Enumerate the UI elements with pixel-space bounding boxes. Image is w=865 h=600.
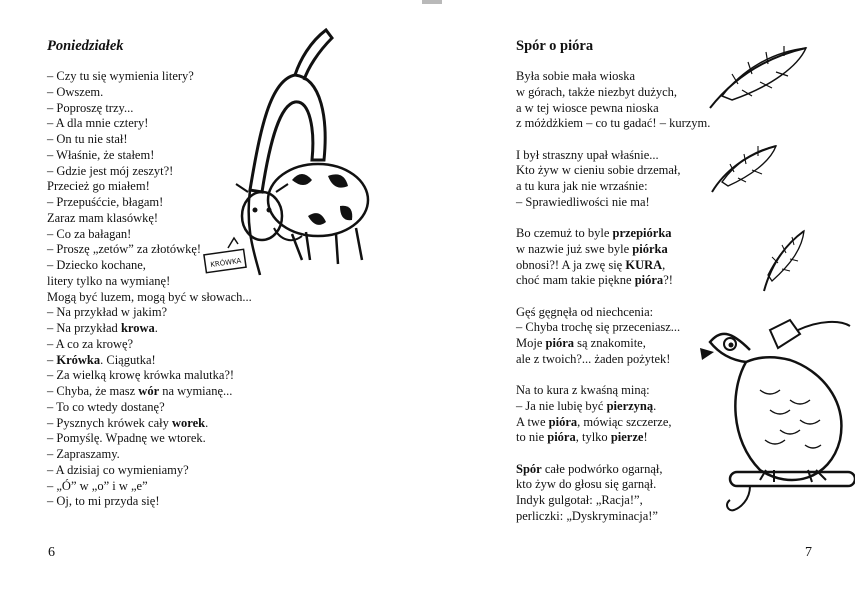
line-text: , tylko bbox=[575, 430, 611, 445]
line-text: Bo czemuż to byle bbox=[516, 226, 613, 240]
poem-line bbox=[516, 509, 710, 525]
poem-line bbox=[47, 494, 252, 510]
poem-line bbox=[516, 430, 710, 446]
bold-word: Spór bbox=[516, 461, 542, 476]
line-text: – Ja nie lubię być bbox=[516, 398, 607, 413]
bold-word: pierzyną bbox=[606, 398, 654, 413]
poem-line bbox=[516, 320, 710, 336]
line-text: – Owszem. bbox=[47, 84, 104, 99]
line-text: – Czy tu się wymienia litery? bbox=[47, 69, 194, 83]
poem-line bbox=[47, 463, 252, 479]
right-page-title: Spór o pióra bbox=[516, 38, 594, 54]
right-page bbox=[432, 0, 865, 600]
svg-text:KRÓWKA: KRÓWKA bbox=[209, 256, 242, 270]
line-text: kto żyw do głosu się garnął. bbox=[516, 477, 657, 492]
line-text: litery tylko na wymianę! bbox=[47, 273, 171, 288]
line-text: a tu kura jak nie wrzaśnie: bbox=[516, 179, 648, 193]
line-text: – Co za bałagan! bbox=[47, 226, 132, 241]
poem-line bbox=[516, 305, 710, 321]
line-text: I był straszny upał właśnie... bbox=[516, 147, 659, 162]
line-text: Mogą być luzem, mogą być w słowach... bbox=[47, 289, 252, 304]
bold-word: worek bbox=[171, 415, 206, 430]
line-text: – Chyba, że masz bbox=[47, 384, 139, 398]
line-text: w nazwie już swe byle bbox=[516, 241, 633, 256]
line-text: , bbox=[662, 257, 666, 272]
bold-word: przepiórka bbox=[612, 226, 672, 240]
line-text: – Chyba trochę się przeceniasz... bbox=[516, 320, 681, 335]
line-text: – Właśnie, że stałem! bbox=[47, 147, 155, 162]
poem-stanza bbox=[516, 462, 710, 525]
line-text: – Proszę „zetów” za złotówkę! bbox=[47, 242, 202, 257]
poem-line bbox=[47, 384, 252, 400]
line-text: . bbox=[205, 415, 209, 430]
poem-line bbox=[47, 416, 252, 432]
line-text: – Na przykład bbox=[47, 321, 121, 335]
left-page bbox=[0, 0, 432, 600]
line-text: – On tu nie stał! bbox=[47, 132, 128, 146]
bold-word: Krówka bbox=[56, 352, 101, 367]
bold-word: pióra bbox=[545, 336, 574, 350]
feather-illustration-3 bbox=[752, 225, 812, 295]
poem-line bbox=[47, 290, 252, 306]
right-poem-stanzas bbox=[516, 69, 710, 540]
hen-illustration bbox=[690, 290, 855, 520]
poem-line bbox=[47, 321, 252, 337]
line-text: na wymianę... bbox=[159, 384, 233, 398]
left-page-number: 6 bbox=[48, 545, 55, 560]
line-text: . Ciągutka! bbox=[100, 352, 156, 367]
poem-line bbox=[47, 400, 252, 416]
left-page-title: Poniedziałek bbox=[47, 38, 124, 54]
bold-word: wór bbox=[138, 384, 160, 398]
line-text: Była sobie mała wioska bbox=[516, 69, 636, 83]
line-text: to nie bbox=[516, 430, 548, 445]
bold-word: krowa bbox=[120, 321, 155, 335]
poem-line bbox=[516, 116, 710, 132]
poem-line bbox=[516, 383, 710, 399]
poem-line bbox=[47, 368, 252, 384]
line-text: – Przepuśćcie, błagam! bbox=[47, 195, 164, 209]
poem-line bbox=[516, 258, 710, 274]
line-text: obnosi?! A ja zwę się bbox=[516, 257, 626, 272]
poem-line bbox=[47, 447, 252, 463]
feather-illustration-2 bbox=[702, 138, 782, 198]
line-text: – Zapraszamy. bbox=[47, 447, 120, 461]
line-text: , mówiąc szczerze, bbox=[577, 414, 672, 429]
bold-word: piórka bbox=[632, 241, 668, 256]
bold-word: pierze bbox=[610, 430, 644, 445]
line-text: A twe bbox=[516, 414, 549, 429]
line-text: Gęś gęgnęła od niechcenia: bbox=[516, 304, 654, 319]
line-text: Przecież go miałem! bbox=[47, 179, 150, 194]
line-text: perliczki: „Dyskryminacja!” bbox=[516, 508, 658, 523]
line-text: . bbox=[154, 321, 158, 335]
poem-line bbox=[516, 179, 710, 195]
line-text: – Dziecko kochane, bbox=[47, 258, 146, 272]
line-text: – „Ó” w „o” i w „e” bbox=[47, 478, 148, 493]
poem-line bbox=[47, 479, 252, 495]
line-text: ! bbox=[643, 430, 648, 445]
poem-line bbox=[516, 477, 710, 493]
cow-letter-illustration bbox=[200, 20, 395, 290]
poem-line bbox=[47, 431, 252, 447]
bold-word: KURA bbox=[625, 257, 663, 272]
line-text: całe podwórko ogarnął, bbox=[541, 461, 663, 476]
poem-line bbox=[516, 69, 710, 85]
line-text: Na to kura z kwaśną miną: bbox=[516, 383, 650, 397]
bold-word: pióra bbox=[634, 273, 664, 288]
line-text: ale z twoich?... żaden pożytek! bbox=[516, 351, 671, 366]
poem-line bbox=[516, 352, 710, 368]
poem-stanza bbox=[516, 148, 710, 211]
line-text: w górach, także niezbyt dużych, bbox=[516, 84, 678, 99]
poem-line bbox=[516, 399, 710, 415]
feather-illustration-1 bbox=[702, 40, 812, 115]
line-text: są znakomite, bbox=[574, 336, 646, 350]
line-text: – Poproszę trzy... bbox=[47, 100, 134, 115]
line-text: – Sprawiedliwości nie ma! bbox=[516, 194, 650, 209]
poem-line bbox=[516, 415, 710, 431]
line-text: – Gdzie jest mój zeszyt?! bbox=[47, 163, 174, 178]
line-text: Zaraz mam klasówkę! bbox=[47, 210, 159, 225]
line-text: Indyk gulgotał: „Racja!”, bbox=[516, 493, 643, 507]
poem-line bbox=[516, 148, 710, 164]
line-text: – A dla mnie cztery! bbox=[47, 116, 149, 131]
poem-line bbox=[47, 353, 252, 369]
poem-line bbox=[516, 163, 710, 179]
line-text: – Pysznych krówek cały bbox=[47, 415, 172, 430]
line-text: – A dzisiaj co wymieniamy? bbox=[47, 462, 189, 477]
line-text: z móżdżkiem – co tu gadać! – kurzym. bbox=[516, 116, 711, 131]
bold-word: pióra bbox=[547, 430, 576, 445]
poem-line bbox=[516, 242, 710, 258]
poem-line bbox=[47, 337, 252, 353]
line-text: Kto żyw w cieniu sobie drzemał, bbox=[516, 163, 681, 178]
line-text: – Oj, to mi przyda się! bbox=[47, 494, 160, 509]
poem-stanza bbox=[516, 226, 710, 289]
poem-stanza bbox=[516, 305, 710, 368]
right-page-number: 7 bbox=[805, 545, 812, 560]
bold-word: pióra bbox=[548, 414, 578, 429]
line-text: ?! bbox=[663, 273, 673, 288]
line-text: Moje bbox=[516, 336, 546, 350]
line-text: – Pomyślę. Wpadnę we wtorek. bbox=[47, 431, 206, 446]
poem-line bbox=[516, 336, 710, 352]
poem-line bbox=[516, 462, 710, 478]
poem-stanza bbox=[516, 69, 710, 132]
poem-line bbox=[516, 195, 710, 211]
line-text: – bbox=[47, 352, 57, 367]
poem-line bbox=[516, 85, 710, 101]
line-text: – To co wtedy dostanę? bbox=[47, 399, 165, 414]
poem-line bbox=[516, 226, 710, 242]
line-text: choć mam takie piękne bbox=[516, 273, 635, 288]
poem-stanza bbox=[516, 383, 710, 446]
line-text: a w tej wiosce pewna nioska bbox=[516, 100, 659, 115]
poem-line bbox=[516, 493, 710, 509]
poem-line bbox=[516, 273, 710, 289]
line-text: – A co za krowę? bbox=[47, 336, 134, 351]
poem-line bbox=[47, 305, 252, 321]
line-text: . bbox=[653, 398, 657, 413]
line-text: – Za wielką krowę krówka malutka?! bbox=[47, 368, 235, 383]
poem-line bbox=[516, 101, 710, 117]
line-text: – Na przykład w jakim? bbox=[47, 305, 168, 320]
